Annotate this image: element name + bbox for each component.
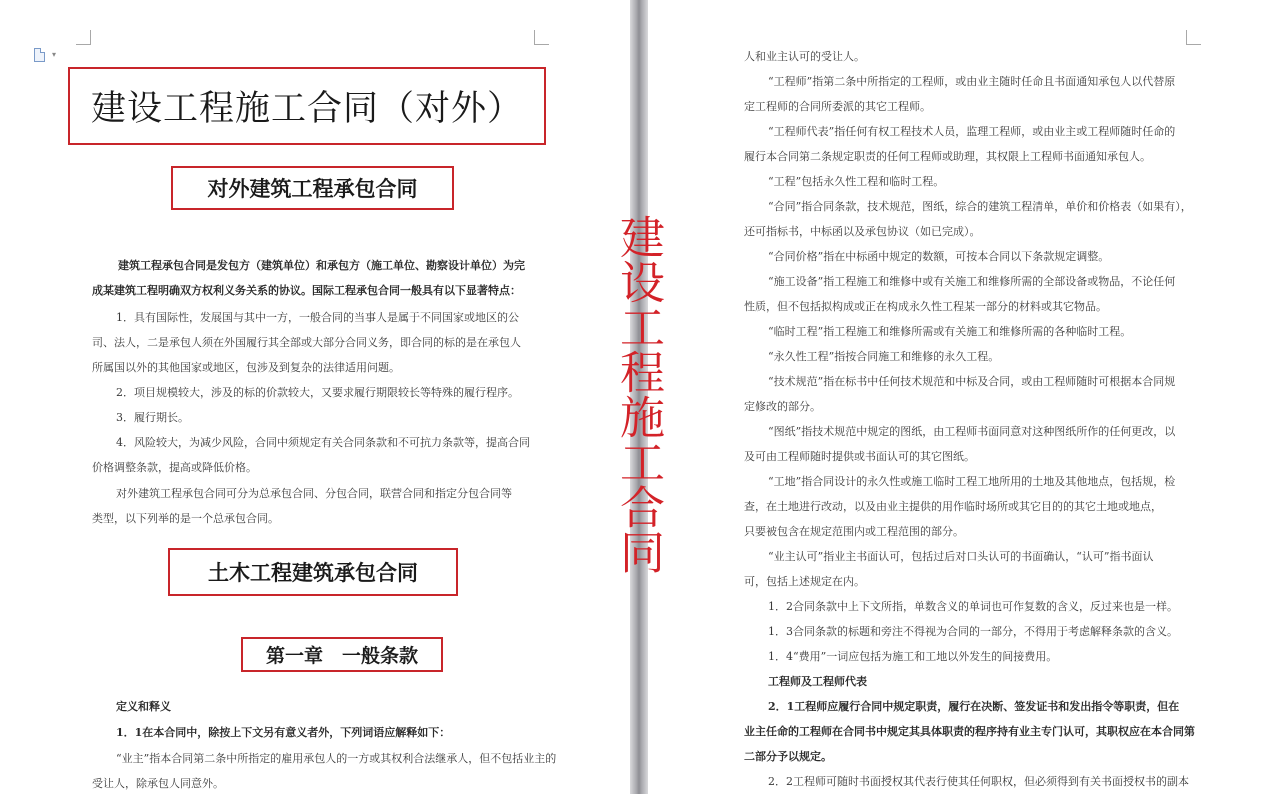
right-page-line: 2．2工程师可随时书面授权其代表行使其任何职权，但必须得到有关书面授权书的副本: [768, 775, 1189, 788]
right-page-line: 性质，但不包括拟构成或正在构成永久性工程某一部分的材料或其它物品。: [744, 300, 1107, 313]
right-page-line: 1．4“费用”一词应包括为施工和工地以外发生的间接费用。: [768, 650, 1058, 663]
right-page-line: 2．1工程师应履行合同中规定职责，履行在决断、签发证书和发出指令等职责，但在: [768, 700, 1180, 713]
crop-mark: [534, 30, 549, 45]
right-page-line: 查，在土地进行改动，以及由业主提供的用作临时场所或其它目的的其它土地或地点，: [744, 500, 1162, 513]
chapter-heading: 第一章 一般条款: [241, 637, 443, 672]
right-page-line: 1．3合同条款的标题和旁注不得视为合同的一部分，不得用于考虑解释条款的含义。: [768, 625, 1178, 638]
right-page-line: 人和业主认可的受让人。: [744, 50, 865, 63]
body-paragraph-line: 价格调整条款，提高或降低价格。: [92, 461, 257, 474]
body-paragraph-line: 3．履行期长。: [116, 411, 189, 424]
crop-mark: [1186, 30, 1201, 45]
intro-paragraph-line: 建筑工程承包合同是发包方（建筑单位）和承包方（施工单位、勘察设计单位）为完: [118, 259, 525, 272]
right-page-line: 还可指标书，中标函以及承包协议（如已完成）。: [744, 225, 981, 238]
vertical-overlay-title: 建设工程施工合同: [612, 214, 665, 574]
chevron-down-icon[interactable]: ▾: [52, 50, 57, 59]
definition-clause-line: 受让人，除承包人同意外。: [92, 777, 224, 790]
right-page-line: “工地”指合同设计的永久性或施工临时工程工地所用的土地及其他地点，包括规，检: [768, 475, 1176, 488]
body-paragraph-line: 类型，以下列举的是一个总承包合同。: [92, 512, 279, 525]
right-page-line: 1．2合同条款中上下文所指，单数含义的单词也可作复数的含义，反过来也是一样。: [768, 600, 1178, 613]
body-paragraph-line: 2．项目规模较大，涉及的标的价款较大，又要求履行期限较长等特殊的履行程序。: [116, 386, 519, 399]
right-page-line: 履行本合同第二条规定职责的任何工程师或助理，其权限上工程师书面通知承包人。: [744, 150, 1151, 163]
right-page-line: “技术规范”指在标书中任何技术规范和中标及合同，或由工程师随时可根据本合同规: [768, 375, 1176, 388]
left-document-page: [0, 0, 630, 794]
right-page-line: 可，包括上述规定在内。: [744, 575, 865, 588]
right-page-line: “施工设备”指工程施工和维修中或有关施工和维修所需的全部设备或物品，不论任何: [768, 275, 1176, 288]
definition-clause-line: “业主”指本合同第二条中所指定的雇用承包人的一方或其权利合法继承人，但不包括业主的: [116, 752, 557, 765]
right-page-line: “工程师代表”指任何有权工程技术人员，监理工程师，或由业主或工程师随时任命的: [768, 125, 1176, 138]
right-page-line: 二部分予以规定。: [744, 750, 832, 763]
right-page-line: “永久性工程”指按合同施工和维修的永久工程。: [768, 350, 1000, 363]
section-heading-foreign-contract: 对外建筑工程承包合同: [171, 166, 454, 210]
intro-paragraph-line: 成某建筑工程明确双方权利义务关系的协议。国际工程承包合同一般具有以下显著特点：: [92, 284, 521, 297]
right-page-line: “工程师”指第二条中所指定的工程师，或由业主随时任命且书面通知承包人以代替原: [768, 75, 1176, 88]
right-page-line: “合同价格”指在中标函中规定的数额，可按本合同以下条款规定调整。: [768, 250, 1110, 263]
right-page-line: 及可由工程师随时提供或书面认可的其它图纸。: [744, 450, 975, 463]
right-page-line: 定修改的部分。: [744, 400, 821, 413]
right-page-line: “临时工程”指工程施工和维修所需或有关施工和维修所需的各种临时工程。: [768, 325, 1132, 338]
body-paragraph-line: 4．风险较大，为减少风险，合同中须规定有关合同条款和不可抗力条款等，提高合同: [116, 436, 530, 449]
right-page-line: “工程”包括永久性工程和临时工程。: [768, 175, 945, 188]
right-page-line: 工程师及工程师代表: [768, 675, 867, 688]
body-paragraph-line: 对外建筑工程承包合同可分为总承包合同、分包合同，联营合同和指定分包合同等: [116, 487, 512, 500]
section-heading-civil-contract: 土木工程建筑承包合同: [168, 548, 458, 596]
body-paragraph-line: 所属国以外的其他国家或地区，包涉及到复杂的法律适用问题。: [92, 361, 400, 374]
body-paragraph-line: 司、法人，二是承包人须在外国履行其全部或大部分合同义务，即合同的标的是在承包人: [92, 336, 521, 349]
right-page-line: 只要被包含在规定范围内或工程范围的部分。: [744, 525, 964, 538]
document-icon[interactable]: [34, 48, 45, 62]
document-title: 建设工程施工合同（对外）: [68, 67, 546, 145]
right-page-line: “合同”指合同条款，技术规范，图纸，综合的建筑工程清单，单价和价格表（如果有），: [768, 200, 1192, 213]
right-document-page: [648, 0, 1272, 794]
right-page-line: 业主任命的工程师在合同书中规定其具体职责的程序持有业主专门认可，其职权应在本合同第: [744, 725, 1195, 738]
right-page-line: “业主认可”指业主书面认可，包括过后对口头认可的书面确认，“认可”指书面认: [768, 550, 1154, 563]
definition-clause-line: 1．1在本合同中，除按上下文另有意义者外，下列词语应解释如下：: [116, 726, 451, 739]
body-paragraph-line: 1．具有国际性，发展国与其中一方，一般合同的当事人是属于不同国家或地区的公: [116, 311, 519, 324]
crop-mark: [76, 30, 91, 45]
right-page-line: 定工程师的合同所委派的其它工程师。: [744, 100, 931, 113]
definitions-heading: 定义和释义: [116, 700, 171, 713]
right-page-line: “图纸”指技术规范中规定的图纸，由工程师书面同意对这种图纸所作的任何更改，以: [768, 425, 1176, 438]
